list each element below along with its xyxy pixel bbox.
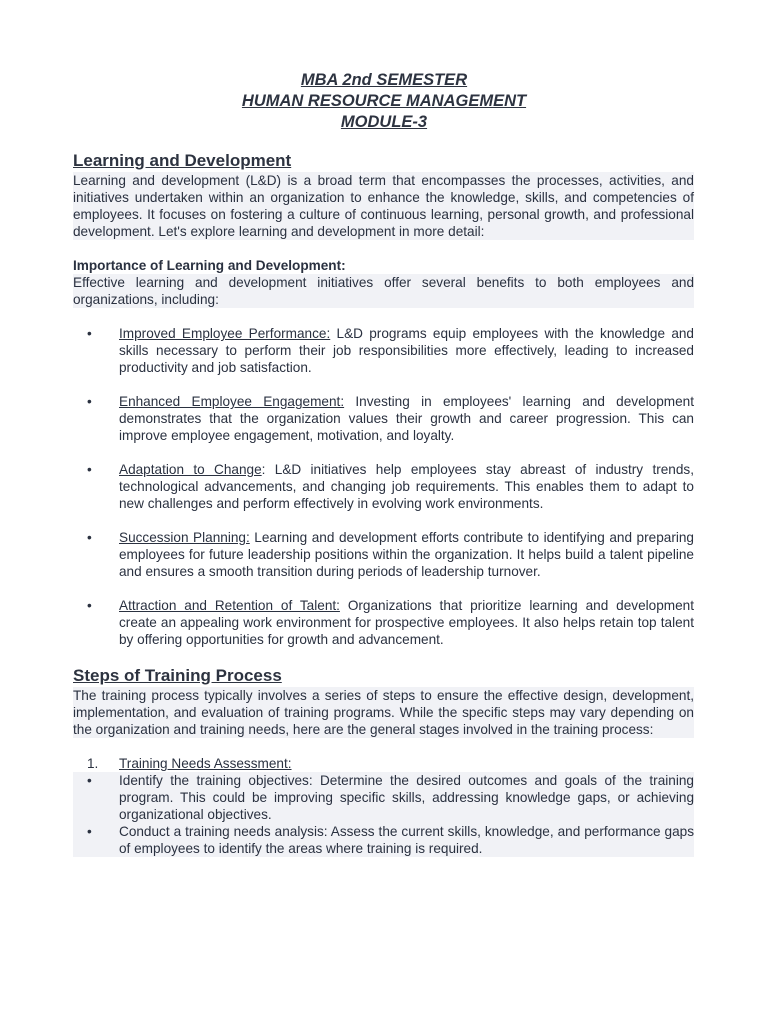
training-steps [73,755,694,857]
importance-heading: Importance of Learning and Development: [73,258,346,273]
step-point-text: Conduct a training needs analysis: Assess the current skills, knowledge, and performance gaps of employees to identify the areas where training is required. [119,824,694,856]
importance-text: Effective learning and development initiatives offer several benefits to both employees and organizations, including: [73,275,694,307]
bullet-icon: • [87,530,92,545]
step-point-text: Identify the training objectives: Determine the desired outcomes and goals of the training program. This could be improving specific skills, addressing knowledge gaps, or achieving organizational objectives. [119,773,694,822]
benefit-term: Adaptation to Change [119,462,262,477]
document-header [0,70,768,133]
benefit-text: : L&D initiatives help employees stay abreast of industry trends, technological advancements, and changing job requirements. This enables them to adapt to new challenges and perform effectively in evolving work environments. [119,462,695,511]
benefits-list [73,325,694,648]
bullet-icon: • [87,326,92,341]
header-module: MODULE-3 [340,113,428,131]
list-item [73,823,694,857]
bullet-icon: • [87,824,92,839]
benefit-term: Attraction and Retention of Talent: [119,598,340,613]
step-number: 1. [87,756,99,771]
benefit-text: Learning and development efforts contribute to identifying and preparing employees for future leadership positions within the organization. It helps build a talent pipeline and ensures a smooth transition during periods of leadership turnover. [119,530,694,579]
benefit-text: Investing in employees' learning and development demonstrates that the organization values their growth and career progression. This can improve employee engagement, motivation, and loyalty. [119,394,695,443]
benefit-text: Organizations that prioritize learning and development create an appealing work environment for prospective employees. It also helps retain top talent by offering opportunities for growth and advancement. [119,598,694,647]
bullet-icon: • [87,462,92,477]
list-item [73,772,694,823]
section-intro-training-process: The training process typically involves a series of steps to ensure the effective design, development, implementation, and evaluation of training programs. While the specific steps may vary depending on the organization and training needs, here are the general stages involved in the training process: [73,688,694,737]
benefit-term: Succession Planning: [119,530,250,545]
section-intro-learning-development: Learning and development (L&D) is a broad term that encompasses the processes, activities, and initiatives undertaken within an organization to enhance the knowledge, skills, and competencies of employees. It focuses on fostering a culture of continuous learning, personal growth, and professional development. Let's explore learning and development in more detail: [73,173,694,239]
benefit-term: Enhanced Employee Engagement: [119,394,345,409]
benefit-term: Improved Employee Performance: [119,326,331,341]
benefit-text: L&D programs equip employees with the knowledge and skills necessary to perform their job responsibilities more effectively, leading to increased productivity and job satisfaction. [119,326,694,375]
section-title-training-process: Steps of Training Process [73,666,282,685]
bullet-icon: • [87,598,92,613]
list-item [73,461,694,512]
document-body [73,150,694,857]
list-item [73,325,694,376]
bullet-icon: • [87,394,92,409]
header-semester: MBA 2nd SEMESTER [300,71,468,89]
step-heading [73,755,694,772]
section-title-learning-development: Learning and Development [73,151,292,170]
header-subject: HUMAN RESOURCE MANAGEMENT [241,92,527,110]
list-item [73,597,694,648]
bullet-icon: • [87,773,92,788]
list-item [73,393,694,444]
list-item [73,529,694,580]
step-title: Training Needs Assessment: [119,756,292,771]
